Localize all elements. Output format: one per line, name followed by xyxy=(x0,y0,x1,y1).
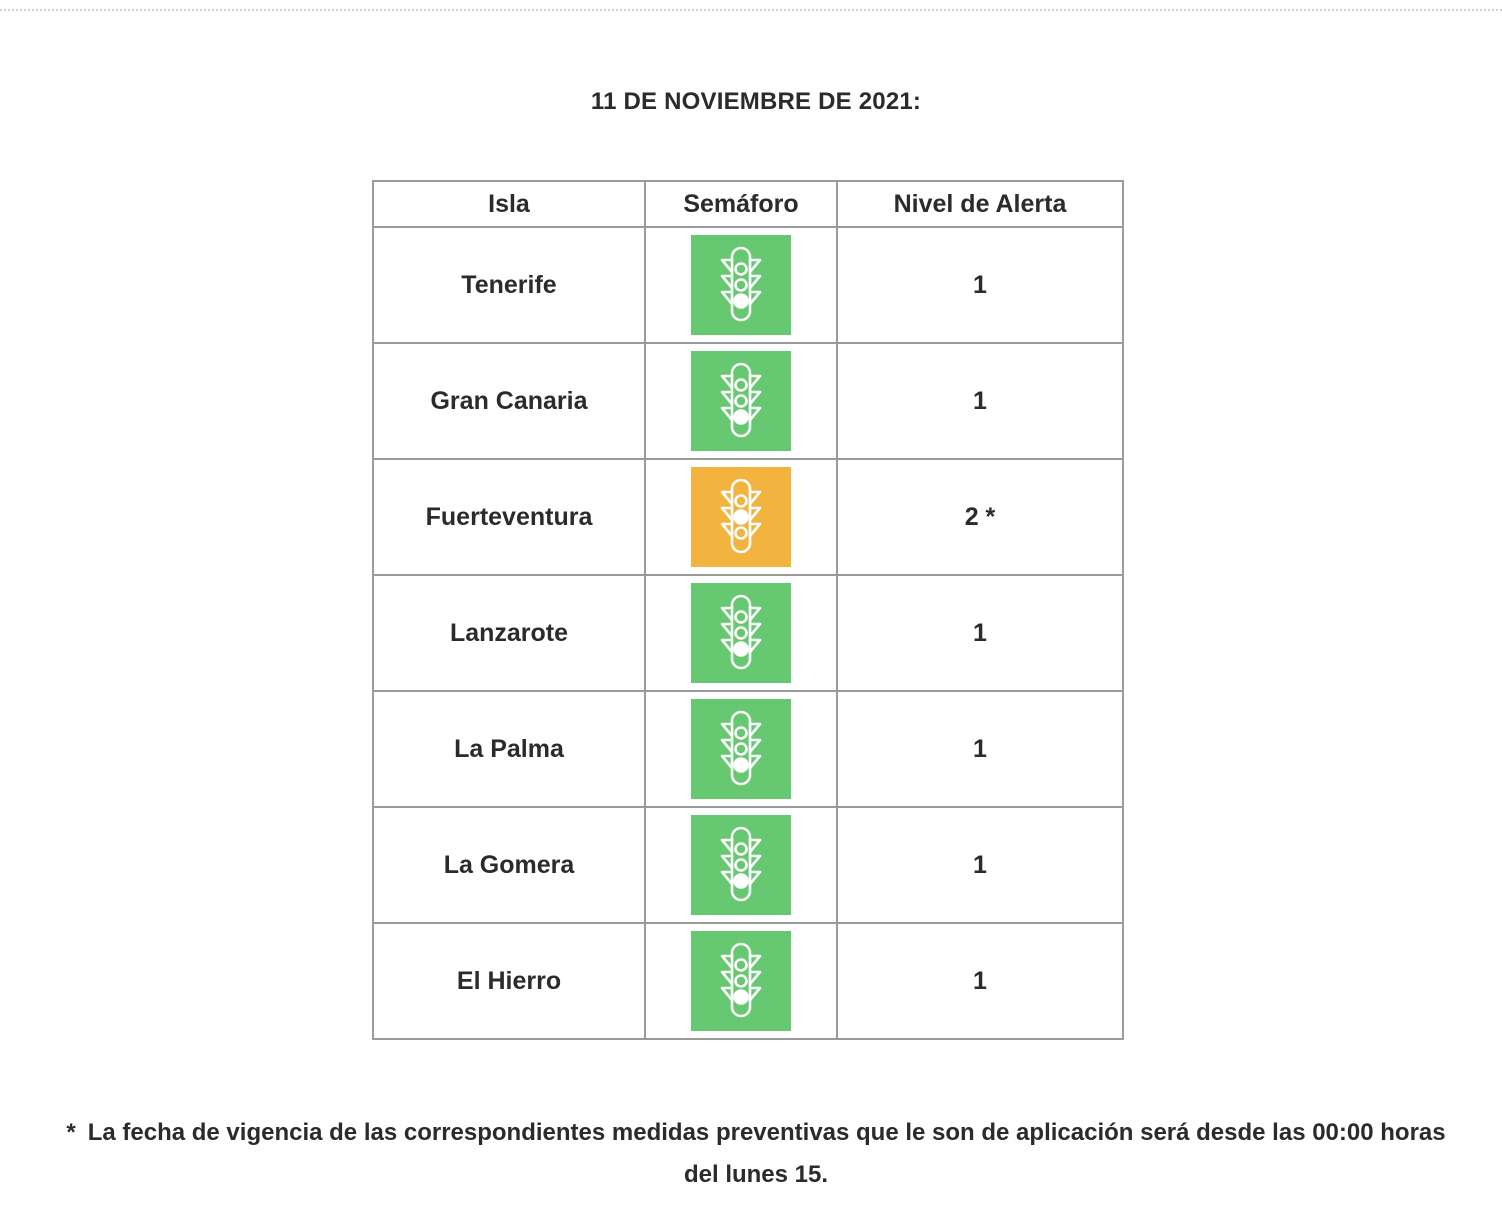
header-nivel-alerta: Nivel de Alerta xyxy=(837,181,1123,227)
cell-semaforo xyxy=(645,691,837,807)
cell-nivel: 1 xyxy=(837,691,1123,807)
alert-levels-table xyxy=(372,180,1124,1040)
footnote-text: La fecha de vigencia de las correspondientes medidas preventivas que le son de aplicación será desde las 00:00 horas del lunes 15. xyxy=(87,1119,1446,1188)
cell-isla: El Hierro xyxy=(373,923,645,1039)
cell-semaforo xyxy=(645,227,837,343)
traffic-light-icon xyxy=(691,583,791,683)
cell-isla: Gran Canaria xyxy=(373,343,645,459)
cell-isla: Fuerteventura xyxy=(373,459,645,575)
header-semaforo: Semáforo xyxy=(645,181,837,227)
cell-semaforo xyxy=(645,343,837,459)
table-row xyxy=(373,923,1123,1039)
table-row xyxy=(373,459,1123,575)
cell-semaforo xyxy=(645,807,837,923)
cell-semaforo xyxy=(645,923,837,1039)
cell-nivel: 1 xyxy=(837,343,1123,459)
header-isla: Isla xyxy=(373,181,645,227)
cell-nivel: 1 xyxy=(837,923,1123,1039)
table-row xyxy=(373,807,1123,923)
cell-isla: Tenerife xyxy=(373,227,645,343)
page-title: 11 DE NOVIEMBRE DE 2021: xyxy=(590,88,922,115)
table-header-row xyxy=(373,181,1123,227)
traffic-light-icon xyxy=(691,815,791,915)
top-dotted-divider xyxy=(0,9,1502,11)
table-row xyxy=(373,343,1123,459)
cell-isla: La Gomera xyxy=(373,807,645,923)
table-row xyxy=(373,691,1123,807)
cell-isla: La Palma xyxy=(373,691,645,807)
cell-nivel: 1 xyxy=(837,575,1123,691)
cell-isla: Lanzarote xyxy=(373,575,645,691)
footnote-marker: * xyxy=(66,1119,76,1146)
cell-semaforo xyxy=(645,459,837,575)
traffic-light-icon xyxy=(691,467,791,567)
table-row xyxy=(373,575,1123,691)
table-row xyxy=(373,227,1123,343)
cell-nivel: 2 * xyxy=(837,459,1123,575)
traffic-light-icon xyxy=(691,931,791,1031)
traffic-light-icon xyxy=(691,235,791,335)
footnote xyxy=(60,1112,1452,1196)
cell-semaforo xyxy=(645,575,837,691)
cell-nivel: 1 xyxy=(837,807,1123,923)
traffic-light-icon xyxy=(691,351,791,451)
traffic-light-icon xyxy=(691,699,791,799)
cell-nivel: 1 xyxy=(837,227,1123,343)
